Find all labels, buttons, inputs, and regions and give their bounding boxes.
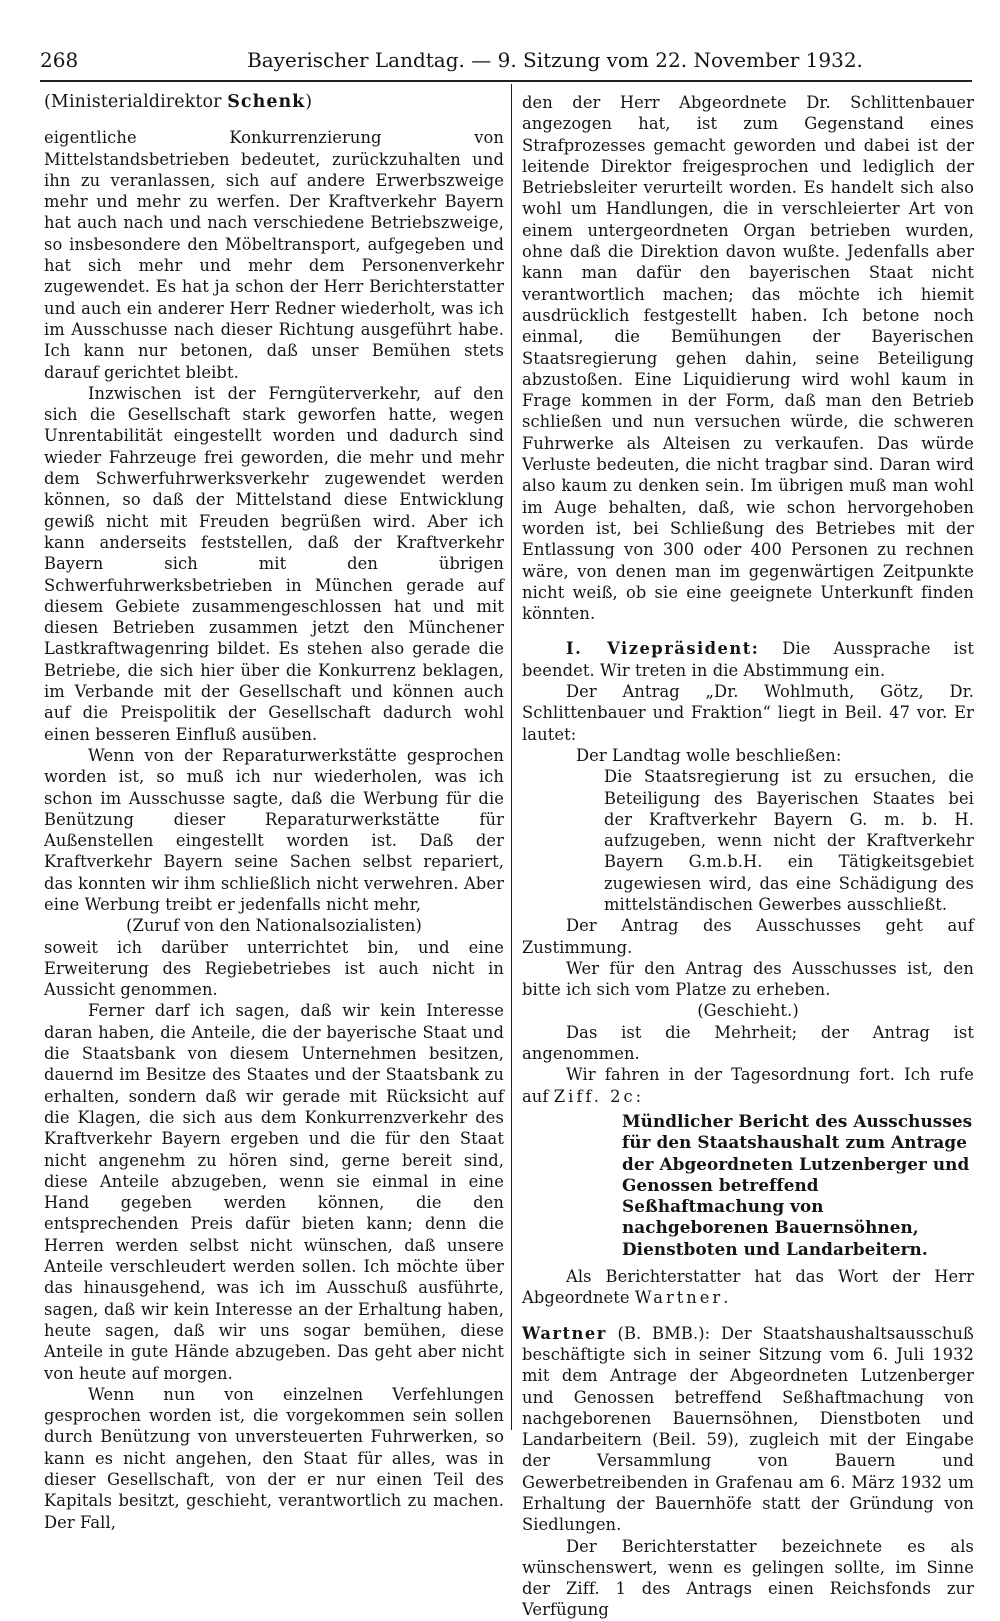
agenda-item-ref: Ziff. 2c — [553, 1086, 636, 1106]
speaker-name: Schenk — [227, 92, 306, 112]
paragraph: eigentliche Konkurrenzierung von Mittelstandsbetrieben bedeutet, zurückzuhalten und ihn zu veranlassen, sich auf andere Erwerbszweige mehr und mehr zu werfen. Der Kraftverkehr Bayern hat auch nach und nach verschiedene Betriebszweige, so insbesondere den Möbeltransport, aufgegeben und hat sich mehr und mehr dem Personenverkehr zugewendet. Es hat ja schon der Herr Berichterstatter und auch ein anderer Herr Redner wiederholt, was ich im Ausschusse nach dieser Richtung ausgeführt habe. Ich kann nur betonen, daß unser Bemühen stets darauf gerichtet bleibt. — [44, 128, 504, 382]
paragraph: Der Antrag des Ausschusses geht auf Zustimmung. — [522, 916, 974, 957]
speaker-ref: Wartner — [634, 1288, 724, 1308]
report-title: Mündlicher Bericht des Ausschusses für den Staatshaushalt zum Antrage der Abgeordneten Lutzenberger und Genossen betreffend Seßhaftmachung von nachgeborenen Bauernsöhnen, Dienstboten und Landarbeitern. — [622, 1110, 973, 1259]
right-column — [522, 92, 974, 1621]
column-divider — [511, 84, 512, 1430]
stage-note: (Geschieht.) — [697, 1001, 799, 1021]
text-run: Als Berichterstatter hat das Wort der Herr Abgeordnete — [522, 1267, 974, 1308]
quote-intro: Der Landtag wolle beschließen: — [576, 745, 842, 765]
interjection: (Zuruf von den Nationalsozialisten) — [126, 916, 422, 936]
wartner-statement — [522, 1323, 974, 1536]
block-quote: Die Staatsregierung ist zu ersuchen, die Beteiligung des Bayerischen Staates bei der Kraftverkehr Bayern G. m. b. H. aufzugeben, wenn nicht der Kraftverkehr Bayern G.m.b.H. ein Tätigkeitsgebiet zugewiesen wird, das eine Schädigung des mittelständischen Gewerbes ausschließt. — [604, 767, 974, 914]
paragraph: Wenn von der Reparaturwerkstätte gesprochen worden ist, so muß ich nur wiederholen, was ich schon im Ausschusse sagte, daß die Werbung für die Benützung dieser Reparaturwerkstätte für Außenstellen eingestellt worden ist. Daß der Kraftverkehr Bayern seine Sachen selbst repariert, das konnten wir ihm schließlich nicht verwehren. Aber eine Werbung treibt er jedenfalls nicht mehr, — [44, 745, 504, 914]
left-column — [44, 92, 504, 1533]
statement-text: Die Aussprache ist beendet. Wir treten in die Abstimmung ein. — [522, 639, 974, 680]
header-rule — [40, 80, 972, 82]
text-run: Wir fahren in der Tagesordnung fort. Ich rufe auf — [522, 1065, 974, 1106]
statement-text: (B. BMB.): Der Staatshaushaltsausschuß beschäftigte sich in seiner Sitzung vom 6. Juli 1932 mit dem Antrage der Abgeordneten Lutzenberger und Genossen betreffend Seßhaftmachung von nachgeborenen Bauernsöhnen, Dienstboten und Landarbeitern (Beil. 59), zugleich mit der Eingabe der Versammlung von Bauern und Gewerbetreibenden in Grafenau am 6. März 1932 um Erhaltung der Bauernhöfe statt der Gründung von Siedlungen. — [522, 1323, 974, 1535]
text-run: . — [723, 1288, 729, 1308]
page-number: 268 — [40, 48, 79, 72]
page-header — [40, 48, 960, 78]
speaker-tag — [44, 92, 504, 113]
paragraph: Das ist die Mehrheit; der Antrag ist angenommen. — [522, 1022, 974, 1064]
paragraph: Inzwischen ist der Ferngüterverkehr, auf den sich die Gesellschaft stark geworfen hatte, wegen Unrentabilität eingestellt worden und dadurch sind wieder Fahrzeuge frei geworden, die mehr und mehr dem Schwerfuhrwerksverkehr zugewendet werden können, so daß der Mittelstand diese Entwicklung gewiß nicht mit Freuden begrüßen wird. Aber ich kann anderseits feststellen, daß der Kraftverkehr Bayern sich mit den übrigen Schwerfuhrwerksbetrieben in München gerade auf diesem Gebiete zusammengeschlossen hat und mit diesen Betrieben zusammen jetzt den Münchener Lastkraftwagenring bildet. Es stehen also gerade die Betriebe, die sich hier über die Konkurrenz beklagen, im Verbande mit der Gesellschaft und können auch auf die Preispolitik der Gesellschaft dadurch wohl einen besseren Einfluß ausüben. — [44, 383, 504, 744]
paragraph: Ferner darf ich sagen, daß wir kein Interesse daran haben, die Anteile, die der bayerische Staat und die Staatsbank von diesem Unternehmen besitzen, dauernd im Besitze des Staates und der Staatsbank zu erhalten, sondern daß wir gerade mit Rücksicht auf die Klagen, die sich aus dem Konkurrenzverkehr des Kraftverkehr Bayern ergeben und die für den Staat nicht angenehm zu hören sind, gerne bereit sind, diese Anteile abzugeben, wenn sie einmal in eine Hand gegeben werden können, die den entsprechenden Preis dafür bieten kann; denn die Herren werden selbst nicht wünschen, daß unsere Anteile verschleudert werden sollen. Ich möchte über das hinausgehend, was ich im Ausschuß ausführte, sagen, daß wir kein Interesse an der Erhaltung haben, heute sagen, daß wir uns sogar bemühen, diese Anteile in gute Hände abzugeben. Das geht aber nicht von heute auf morgen. — [44, 1001, 504, 1383]
paragraph: Der Berichterstatter bezeichnete es als wünschenswert, wenn es gelingen sollte, im Sinne der Ziff. 1 des Antrags einen Reichsfonds zur Verfügung — [522, 1536, 974, 1620]
text-run: : — [635, 1086, 642, 1106]
paragraph: soweit ich darüber unterrichtet bin, und eine Erweiterung des Regiebetriebes ist auch nicht in Aussicht genommen. — [44, 937, 504, 1000]
paragraph: Wenn nun von einzelnen Verfehlungen gesprochen worden ist, die vorgekommen sein sollen durch Benützung von unversteuerten Fuhrwerken, so kann es nicht angehen, den Staat für alles, was in dieser Gesellschaft, von der er nur einen Teil des Kapitals besitzt, geschieht, verantwortlich zu machen. Der Fall, — [44, 1384, 504, 1532]
paragraph: Wer für den Antrag des Ausschusses ist, den bitte ich sich vom Platze zu erheben. — [522, 958, 974, 1000]
speaker-tag-close: ) — [305, 92, 313, 112]
speaker-label: I. Vizepräsident: — [566, 639, 760, 659]
paragraph — [522, 1064, 974, 1107]
speaker-tag-open: (Ministerialdirektor — [44, 92, 228, 112]
paragraph — [522, 1266, 974, 1309]
paragraph: den der Herr Abgeordnete Dr. Schlittenbauer angezogen hat, ist zum Gegenstand eines Strafprozesses gemacht geworden und dabei ist der leitende Direktor freigesprochen und lediglich der Betriebsleiter verurteilt worden. Es handelt sich also wohl um Handlungen, die in verschleierter Art von einem untergeordneten Organ betrieben wurden, ohne daß die Direktion davon wußte. Jedenfalls aber kann man dafür den bayerischen Staat nicht verantwortlich machen; das möchte ich hiemit ausdrücklich festgestellt haben. Ich betone noch einmal, die Bemühungen der Bayerischen Staatsregierung gehen dahin, seine Beteiligung abzustoßen. Eine Liquidierung wird wohl kaum in Frage kommen in der Form, daß man den Betrieb schließen und nun versuchen würde, die schweren Fuhrwerke als Alteisen zu verkaufen. Das würde Verluste bedeuten, die nicht tragbar sind. Daran wird also kaum zu denken sein. Im übrigen muß man wohl im Auge behalten, daß, wie schon hervorgehoben worden ist, bei Schließung des Betriebes mit der Entlassung von 300 oder 400 Personen zu rechnen wäre, von denen man im gegenwärtigen Zeitpunkte nicht weiß, ob sie eine geeignete Unterkunft finden könnten. — [522, 93, 974, 624]
running-head: Bayerischer Landtag. — 9. Sitzung vom 22. November 1932. — [247, 48, 863, 72]
speaker-name: Wartner — [522, 1323, 607, 1343]
vice-president-statement — [522, 638, 974, 681]
paragraph: Der Antrag „Dr. Wohlmuth, Götz, Dr. Schlittenbauer und Fraktion“ liegt in Beil. 47 vor. Er lautet: — [522, 682, 974, 744]
